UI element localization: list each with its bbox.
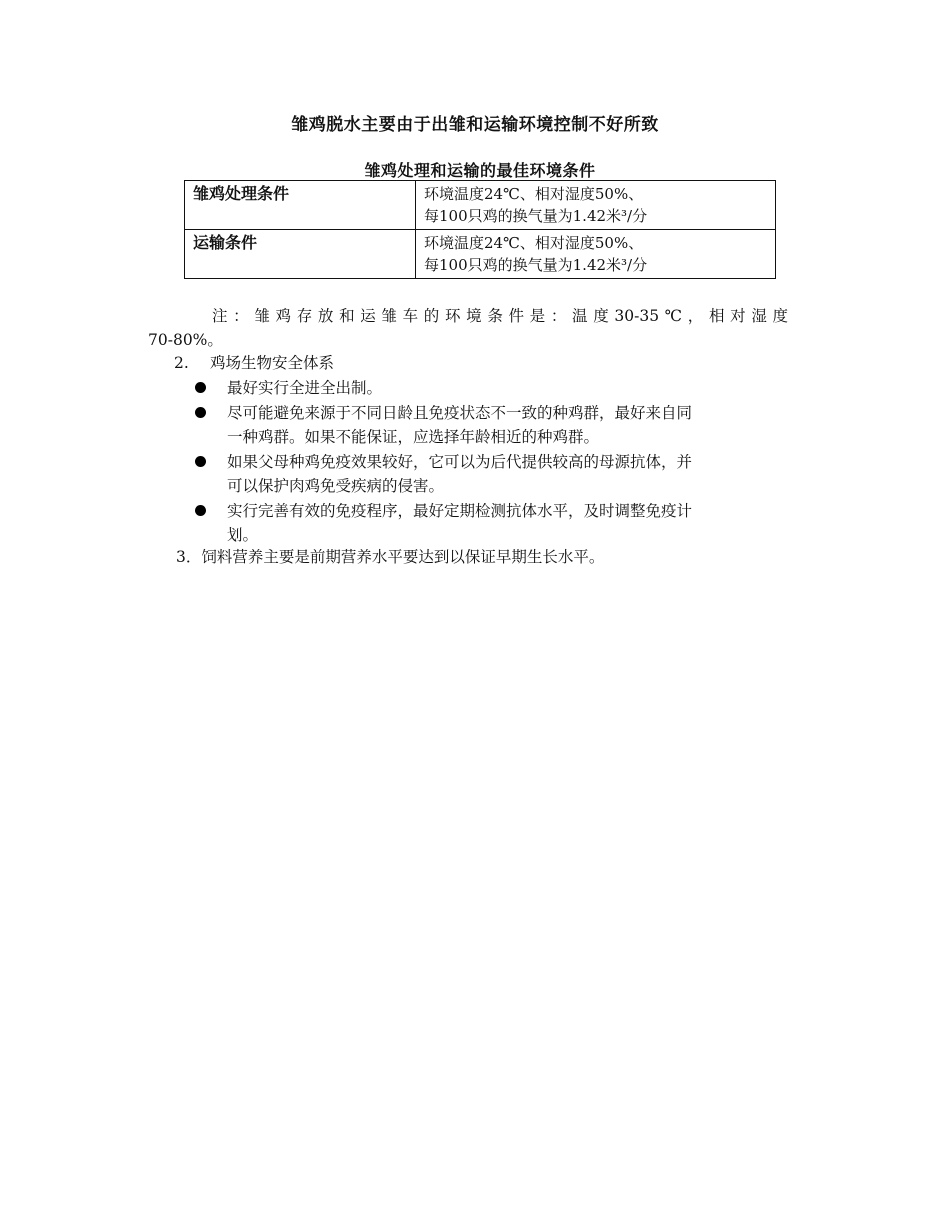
table-row-label: 雏鸡处理条件 [185,181,416,230]
list-item-line: 一种鸡群。如果不能保证，应选择年龄相近的种鸡群。 [227,428,600,446]
bullet-dot-icon [195,382,206,393]
list-item [194,450,788,498]
value-line: 环境温度24℃、相对湿度50%、 [424,234,644,252]
section-title: 鸡场生物安全体系 [210,354,335,372]
section-2-heading [174,352,334,374]
table-row-label: 运输条件 [185,230,416,279]
bullet-dot-icon [195,456,206,467]
list-item [194,376,788,400]
list-item-line: 最好实行全进全出制。 [227,379,383,397]
note-paragraph [148,304,788,352]
bullet-dot-icon [195,407,206,418]
table-caption: 雏鸡处理和运输的最佳环境条件 [364,161,596,180]
bullet-list [194,376,788,548]
table-row-value [416,230,776,279]
bullet-dot-icon [195,505,206,516]
document-title: 雏鸡脱水主要由于出雏和运输环境控制不好所致 [291,115,659,135]
list-item-line: 如果父母种鸡免疫效果较好，它可以为后代提供较高的母源抗体，并 [227,453,693,471]
list-item [194,401,788,449]
note-line: 70-80%。 [148,331,223,349]
list-item-line: 实行完善有效的免疫程序，最好定期检测抗体水平，及时调整免疫计 [227,502,693,520]
value-line: 环境温度24℃、相对湿度50%、 [424,185,644,203]
list-item-line: 划。 [227,526,259,544]
table-row [185,181,776,230]
table-row-value [416,181,776,230]
conditions-table [184,180,776,279]
value-line: 每100只鸡的换气量为1.42米³/分 [424,207,648,225]
list-item [194,499,788,547]
list-item-line: 尽可能避免来源于不同日龄且免疫状态不一致的种鸡群，最好来自同 [227,404,693,422]
section-3-paragraph: 3．饲料营养主要是前期营养水平要达到以保证早期生长水平。 [176,548,605,566]
note-line: 注：雏鸡存放和运雏车的环境条件是：温度30-35℃，相对湿度 [212,307,788,325]
section-number: 2. [174,354,189,372]
table-row [185,230,776,279]
list-item-line: 可以保护肉鸡免受疾病的侵害。 [227,477,445,495]
value-line: 每100只鸡的换气量为1.42米³/分 [424,256,648,274]
